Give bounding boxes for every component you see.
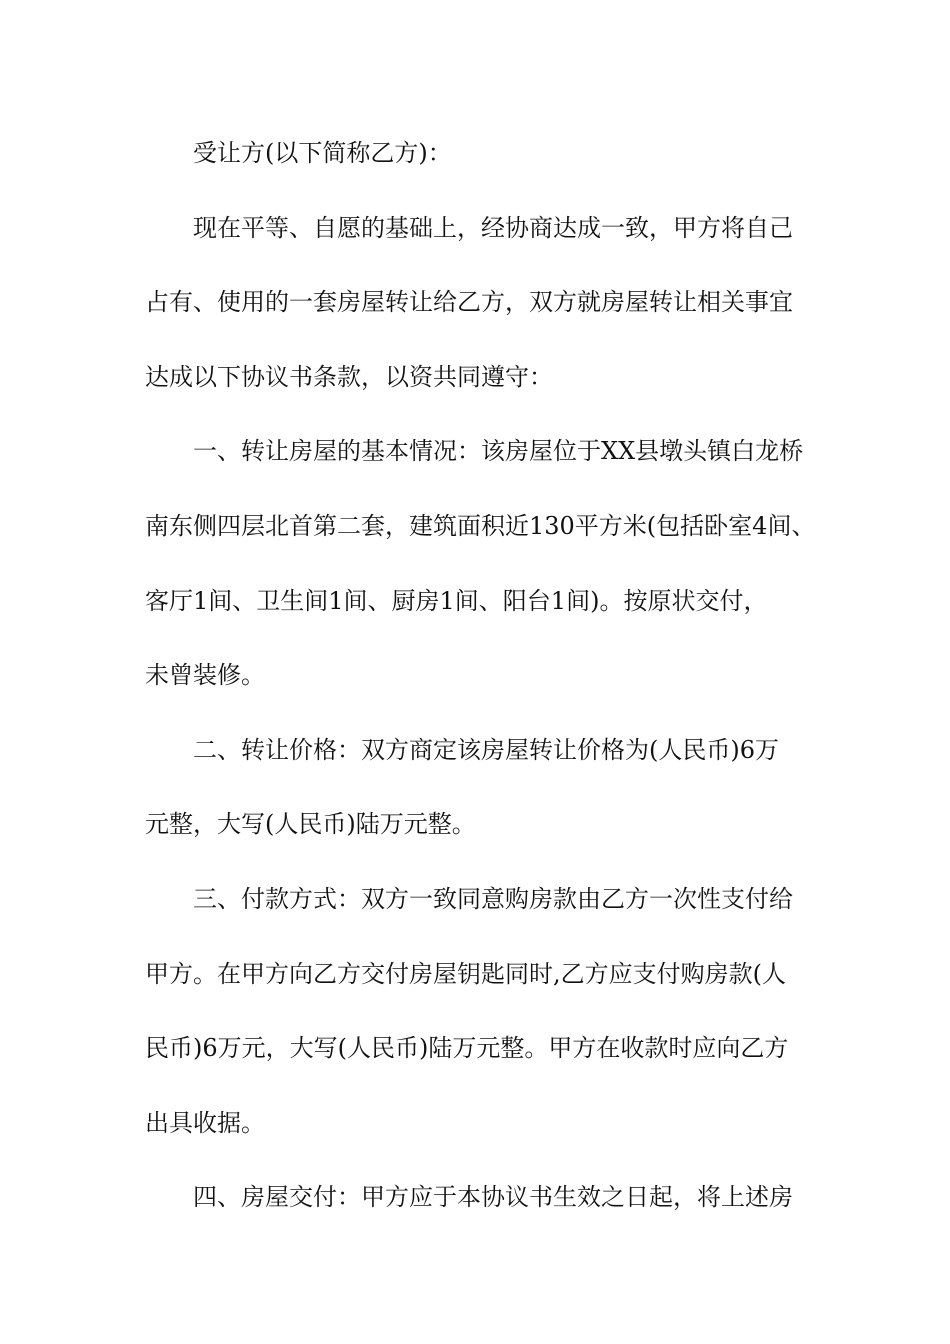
clause-2-line-1: 二、转让价格：双方商定该房屋转让价格为(人民币)6万	[193, 736, 779, 764]
paragraph-intro-line-2: 占有、使用的一套房屋转让给乙方，双方就房屋转让相关事宜	[145, 288, 793, 316]
clause-1-line-4: 未曾装修。	[145, 661, 265, 689]
clause-1-line-3: 客厅1间、卫生间1间、厨房1间、阳台1间)。按原状交付，	[145, 587, 768, 615]
paragraph-intro-line-3: 达成以下协议书条款，以资共同遵守：	[145, 363, 553, 391]
clause-3-line-1: 三、付款方式：双方一致同意购房款由乙方一次性支付给	[193, 885, 793, 913]
clause-2-line-2: 元整，大写(人民币)陆万元整。	[145, 810, 476, 838]
clause-1-line-2: 南东侧四层北首第二套，建筑面积近130平方米(包括卧室4间、	[145, 512, 816, 540]
clause-3-line-3: 民币)6万元，大写(人民币)陆万元整。甲方在收款时应向乙方	[145, 1034, 789, 1062]
clause-3-line-4: 出具收据。	[145, 1109, 265, 1137]
transferee-line: 受让方(以下简称乙方)：	[193, 139, 452, 167]
clause-1-line-1: 一、转让房屋的基本情况：该房屋位于XX县墩头镇白龙桥	[193, 437, 804, 465]
clause-3-line-2: 甲方。在甲方向乙方交付房屋钥匙同时,乙方应支付购房款(人	[145, 960, 786, 988]
paragraph-intro-line-1: 现在平等、自愿的基础上，经协商达成一致，甲方将自己	[193, 214, 793, 242]
clause-4-line-1: 四、房屋交付：甲方应于本协议书生效之日起，将上述房	[193, 1183, 793, 1211]
